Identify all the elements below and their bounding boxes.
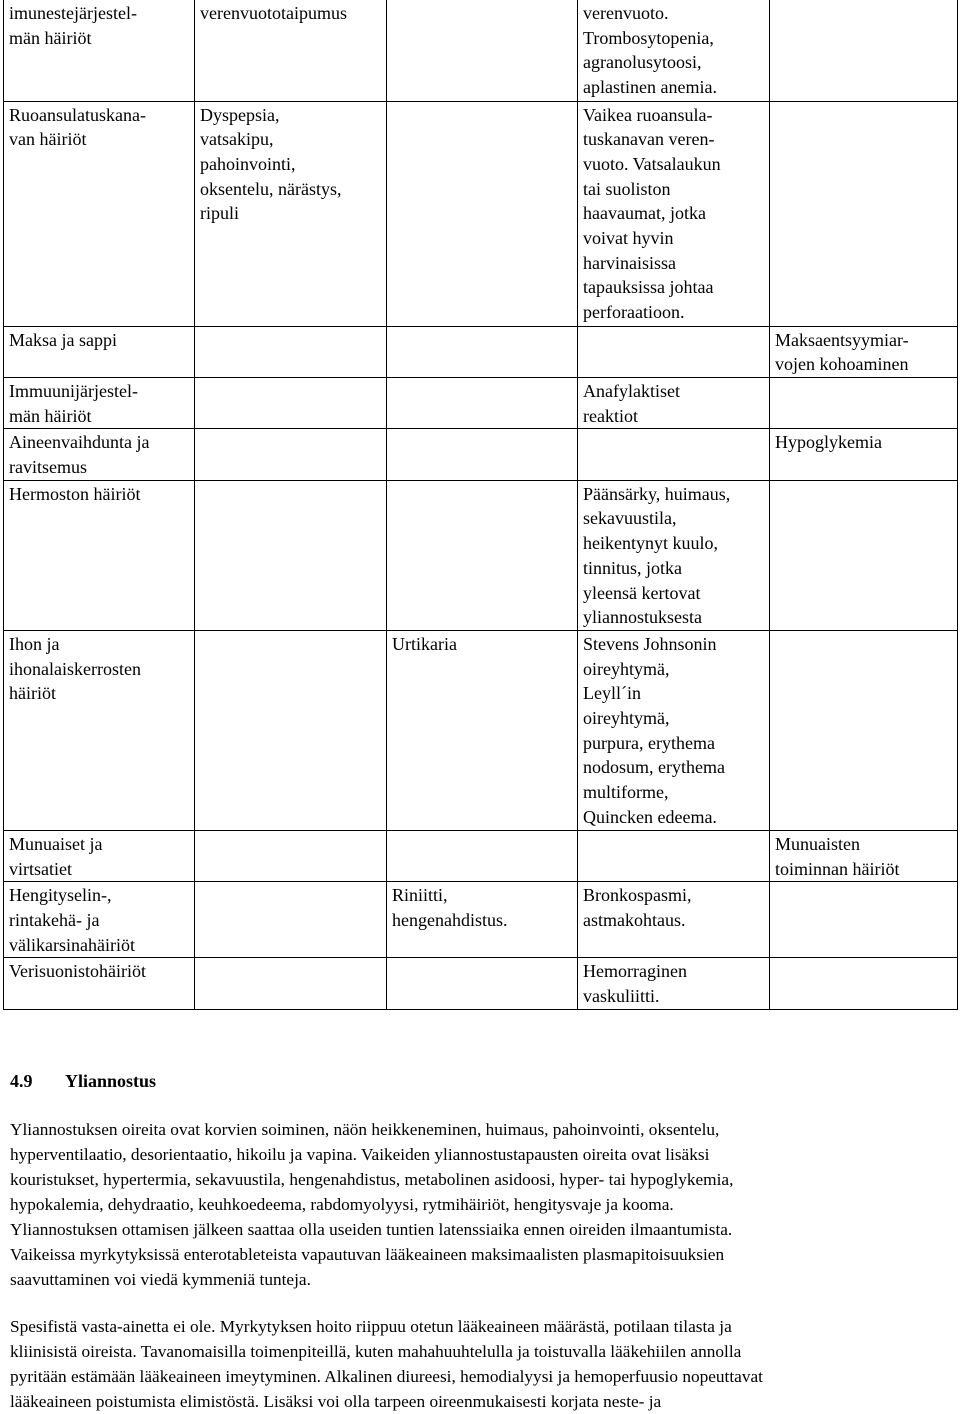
- frequency-cell: verenvuototaipumus: [195, 0, 387, 101]
- table-row: [4, 958, 958, 1009]
- section-heading: [10, 1068, 156, 1094]
- frequency-cell: [195, 630, 387, 830]
- frequency-cell: [578, 830, 770, 881]
- table-row: [4, 429, 958, 480]
- table-row: [4, 101, 958, 326]
- frequency-cell: [387, 326, 578, 377]
- frequency-cell: [195, 429, 387, 480]
- frequency-cell: [387, 480, 578, 630]
- organ-class-cell: Munuaiset ja virtsatiet: [4, 830, 195, 881]
- overdose-symptoms-paragraph: Yliannostuksen oireita ovat korvien soiminen, näön heikkeneminen, huimaus, pahoinvointi, oksentelu, hyperventilaatio, desorientaatio, hikoilu ja vapina. Vaikeiden yliannostustapausten oireita ovat lisäksi kouristukset, hypertermia, sekavuustila, hengenahdistus, metabolinen asidoosi, hyper- tai hypoglykemia, hypokalemia, dehydraatio, keuhkoedeema, rabdomyolyysi, rytmihäiriöt, hengitysvaje ja kooma. Yliannostuksen ottamisen jälkeen saattaa olla useiden tuntien latenssiaika ennen oireiden ilmaantumista. Vaikeissa myrkytyksissä enterotableteista vapautuvan lääkeaineen maksimaalisten plasmapitoisuuksien saavuttaminen voi viedä kymmeniä tunteja.: [10, 1120, 734, 1289]
- adverse-effects-table: [3, 0, 958, 1010]
- frequency-cell: [770, 958, 958, 1009]
- frequency-cell: [770, 0, 958, 101]
- table-row: [4, 630, 958, 830]
- table-row: [4, 830, 958, 881]
- organ-class-cell: Verisuonistohäiriöt: [4, 958, 195, 1009]
- organ-class-cell: Ihon ja ihonalaiskerrosten häiriöt: [4, 630, 195, 830]
- frequency-cell: Vaikea ruoansula- tuskanavan veren- vuoto. Vatsalaukun tai suoliston haavaumat, jotka voivat hyvin harvinaisissa tapauksissa johtaa perforaatioon.: [578, 101, 770, 326]
- frequency-cell: Bronkospasmi, astmakohtaus.: [578, 882, 770, 958]
- organ-class-cell: imunestejärjestel- män häiriöt: [4, 0, 195, 101]
- frequency-cell: [195, 882, 387, 958]
- frequency-cell: Stevens Johnsonin oireyhtymä, Leyll´in oireyhtymä, purpura, erythema nodosum, erythema multiforme, Quincken edeema.: [578, 630, 770, 830]
- frequency-cell: Riniitti, hengenahdistus.: [387, 882, 578, 958]
- frequency-cell: [195, 830, 387, 881]
- frequency-cell: [195, 377, 387, 428]
- frequency-cell: [578, 429, 770, 480]
- frequency-cell: [578, 326, 770, 377]
- table-row: [4, 480, 958, 630]
- frequency-cell: [195, 480, 387, 630]
- frequency-cell: [387, 0, 578, 101]
- organ-class-cell: Hermoston häiriöt: [4, 480, 195, 630]
- frequency-cell: [387, 377, 578, 428]
- frequency-cell: [770, 480, 958, 630]
- table-row: [4, 882, 958, 958]
- section-number: 4.9: [10, 1071, 33, 1091]
- table-row: [4, 377, 958, 428]
- overdose-treatment-paragraph: Spesifistä vasta-ainetta ei ole. Myrkytyksen hoito riippuu otetun lääkeaineen määrästä, potilaan tilasta ja kliinisistä oireista. Tavanomaisilla toimenpiteillä, kuten mahahuuhtelulla ja toistuvalla lääkehiilen annolla pyritään estämään lääkeaineen imeytyminen. Alkalinen diureesi, hemodialyysi ja hemoperfuusio nopeuttavat lääkeaineen poistumista elimistöstä. Lisäksi voi olla tarpeen oireenmukaisesti korjata neste- ja: [10, 1317, 763, 1411]
- table-row: [4, 326, 958, 377]
- section-title: Yliannostus: [65, 1071, 157, 1091]
- frequency-cell: [195, 326, 387, 377]
- frequency-cell: [770, 101, 958, 326]
- organ-class-cell: Hengityselin-, rintakehä- ja välikarsinahäiriöt: [4, 882, 195, 958]
- frequency-cell: Hypoglykemia: [770, 429, 958, 480]
- frequency-cell: Urtikaria: [387, 630, 578, 830]
- frequency-cell: [195, 958, 387, 1009]
- frequency-cell: Päänsärky, huimaus, sekavuustila, heikentynyt kuulo, tinnitus, jotka yleensä kertovat yliannostuksesta: [578, 480, 770, 630]
- frequency-cell: Anafylaktiset reaktiot: [578, 377, 770, 428]
- frequency-cell: Dyspepsia, vatsakipu, pahoinvointi, oksentelu, närästys, ripuli: [195, 101, 387, 326]
- frequency-cell: [770, 630, 958, 830]
- frequency-cell: [387, 958, 578, 1009]
- frequency-cell: verenvuoto. Trombosytopenia, agranolusytoosi, aplastinen anemia.: [578, 0, 770, 101]
- frequency-cell: [387, 101, 578, 326]
- frequency-cell: [387, 429, 578, 480]
- organ-class-cell: Immuunijärjestel- män häiriöt: [4, 377, 195, 428]
- table-row: [4, 0, 958, 101]
- organ-class-cell: Maksa ja sappi: [4, 326, 195, 377]
- frequency-cell: Maksaentsyymiar- vojen kohoaminen: [770, 326, 958, 377]
- frequency-cell: [387, 830, 578, 881]
- frequency-cell: [770, 377, 958, 428]
- frequency-cell: [770, 882, 958, 958]
- frequency-cell: Hemorraginen vaskuliitti.: [578, 958, 770, 1009]
- organ-class-cell: Aineenvaihdunta ja ravitsemus: [4, 429, 195, 480]
- frequency-cell: Munuaisten toiminnan häiriöt: [770, 830, 958, 881]
- organ-class-cell: Ruoansulatuskana- van häiriöt: [4, 101, 195, 326]
